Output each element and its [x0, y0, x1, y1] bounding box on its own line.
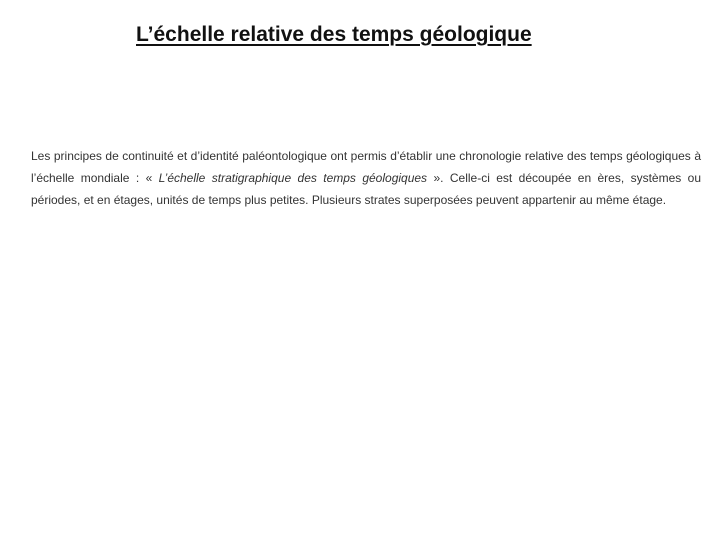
paragraph-text-part-1: Les principes de continuité et d’identité paléontologique ont permis d’établir une chronologie relative des temps géologiques à l’échelle mondiale : «	[31, 149, 701, 185]
page-title: L’échelle relative des temps géologique	[136, 23, 532, 46]
paragraph-italic-title: L’échelle stratigraphique des temps géologiques	[158, 171, 428, 185]
body-paragraph	[31, 145, 701, 211]
paragraph-text-part-2: ». Celle-ci est découpée en ères, systèmes ou périodes, et en étages, unités de temps plus petites. Plusieurs strates superposées peuvent appartenir au même étage.	[31, 171, 702, 207]
